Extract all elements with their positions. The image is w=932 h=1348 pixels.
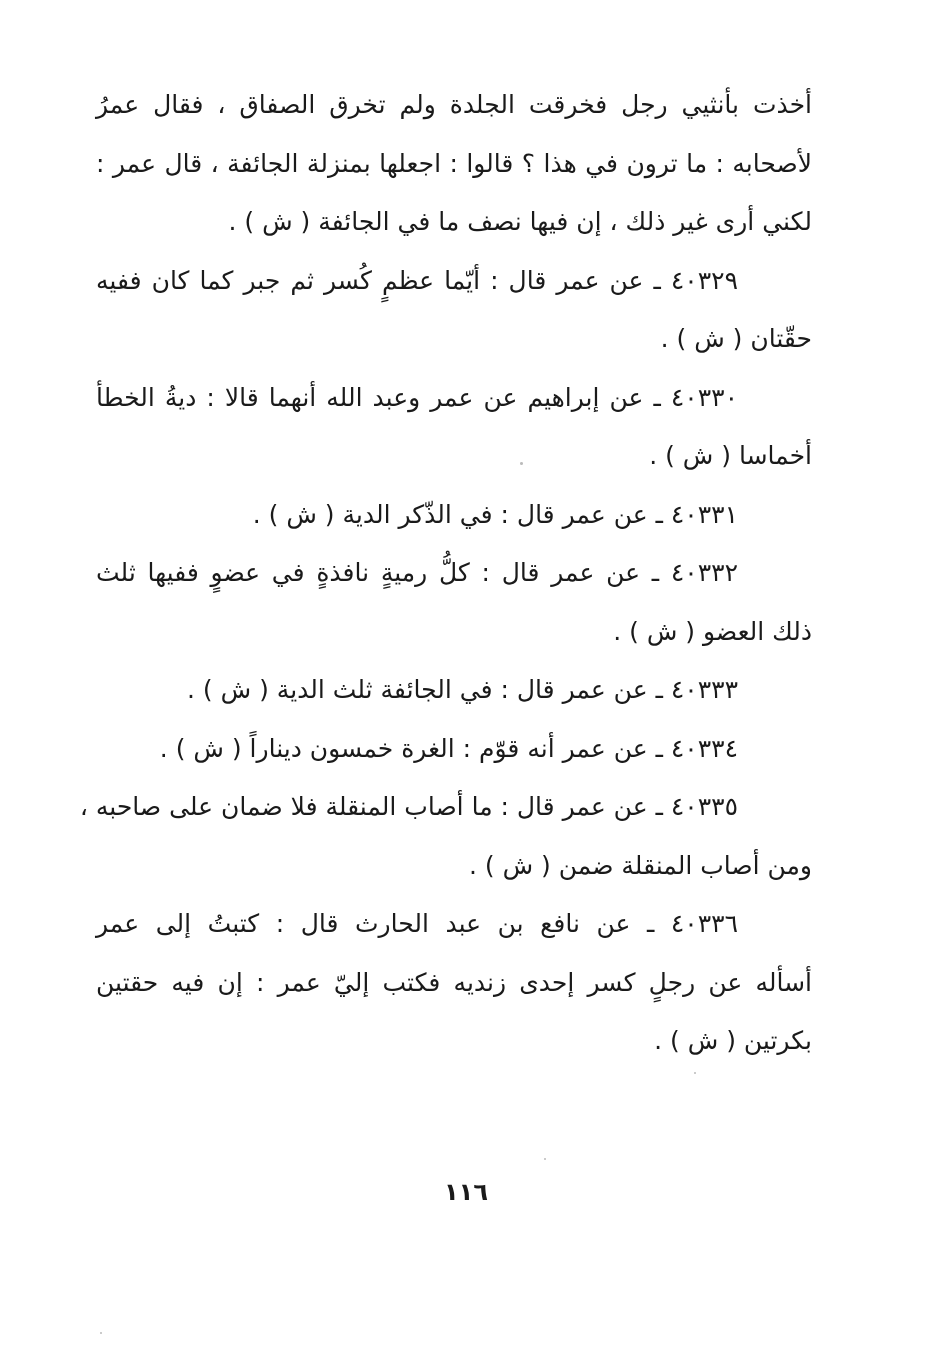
scan-speck xyxy=(520,462,523,465)
text-line: ومن أصاب المنقلة ضمن ( ش ) . xyxy=(468,850,812,880)
page-number: ١١٦ xyxy=(444,1178,488,1206)
text-line: لكني أرى غير ذلك ، إن فيها نصف ما في الجائفة ( ش ) . xyxy=(228,207,812,236)
scan-speck xyxy=(100,1332,102,1334)
hadith-entry-40334: ٤٠٣٣٤ ـ عن عمر أنه قوّم : الغرة خمسون ديناراً ( ش ) . xyxy=(159,733,738,763)
scan-speck xyxy=(544,1158,546,1160)
text-line: أخماسا ( ش ) . xyxy=(649,441,812,470)
page-body-text xyxy=(79,76,812,1071)
text-line: لأصحابه : ما ترون في هذا ؟ قالوا : اجعلها بمنزلة الجائفة ، قال عمر : xyxy=(96,148,812,178)
scan-speck xyxy=(694,1072,696,1074)
hadith-entry-40333: ٤٠٣٣٣ ـ عن عمر قال : في الجائفة ثلث الدية ( ش ) . xyxy=(187,675,738,704)
hadith-entry-40331: ٤٠٣٣١ ـ عن عمر قال : في الذّكر الدية ( ش ) . xyxy=(252,499,738,529)
text-line: بكرتين ( ش ) . xyxy=(654,1026,812,1055)
hadith-entry-40329: ٤٠٣٢٩ ـ عن عمر قال : أيّما عظمٍ كُسر ثم جبر كما كان ففيه xyxy=(96,265,738,295)
text-line: ذلك العضو ( ش ) . xyxy=(613,616,812,646)
hadith-entry-40335: ٤٠٣٣٥ ـ عن عمر قال : ما أصاب المنقلة فلا ضمان على صاحبه ، xyxy=(79,792,738,821)
text-line: أسأله عن رجلٍ كسر إحدى زنديه فكتب إليّ عمر : إن فيه حقتين xyxy=(96,967,812,997)
hadith-entry-40330: ٤٠٣٣٠ ـ عن إبراهيم عن عمر وعبد الله أنهما قالا : ديةُ الخطأ xyxy=(96,382,738,412)
hadith-entry-40336: ٤٠٣٣٦ ـ عن نافع بن عبد الحارث قال : كتبتُ إلى عمر xyxy=(96,909,738,938)
text-line: حقّتان ( ش ) . xyxy=(660,324,812,353)
text-line: أخذت بأنثيي رجل فخرقت الجلدة ولم تخرق الصفاق ، فقال عمرُ xyxy=(96,90,812,119)
hadith-entry-40332: ٤٠٣٣٢ ـ عن عمر قال : كلُّ رميةٍ نافذةٍ في عضوٍ ففيها ثلث xyxy=(96,558,738,587)
